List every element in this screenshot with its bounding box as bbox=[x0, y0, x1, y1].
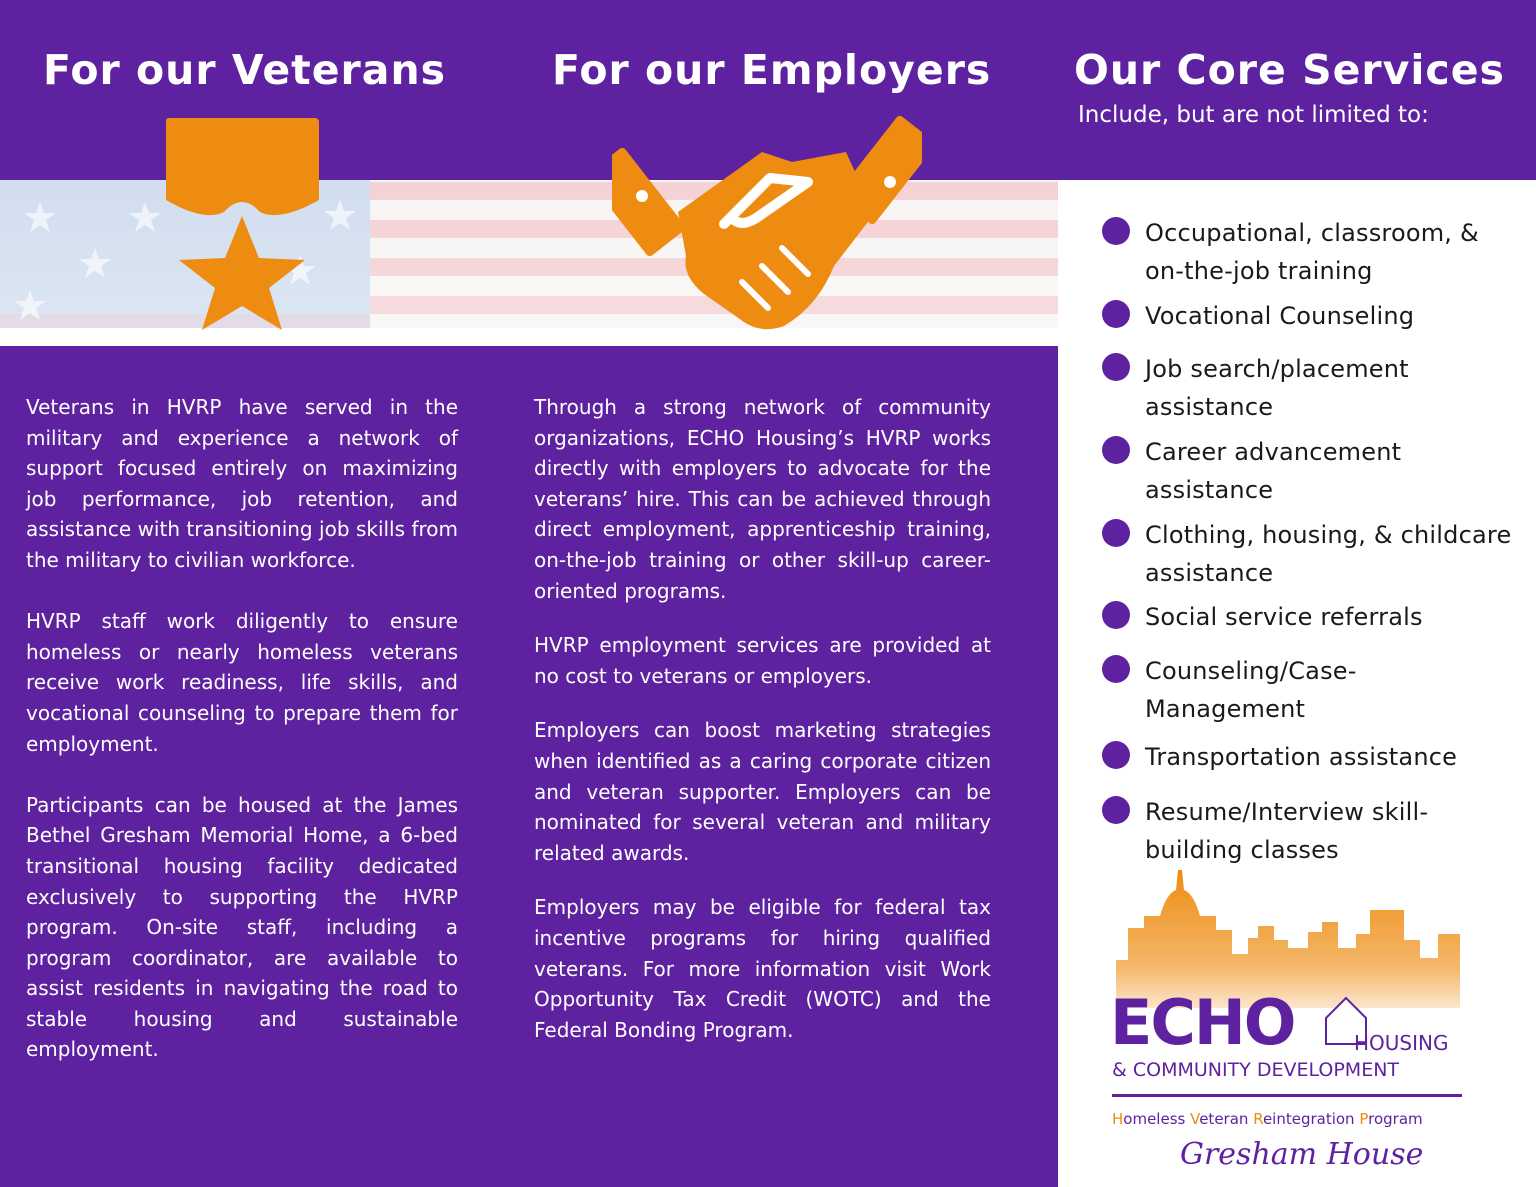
logo-house-name: Gresham House bbox=[1180, 1137, 1424, 1172]
bullet-icon bbox=[1102, 796, 1130, 824]
logo-community: & COMMUNITY DEVELOPMENT bbox=[1112, 1059, 1400, 1081]
service-item bbox=[1102, 598, 1512, 636]
service-label: Social service referrals bbox=[1145, 603, 1423, 631]
service-label: Clothing, housing, & childcare assistance bbox=[1145, 521, 1512, 587]
employers-paragraph: Employers may be eligible for federal tax incentive programs for hiring qualified veterans. For more information visit Work Opportunity Tax Credit (WOTC) and the Federal Bonding Program. bbox=[534, 895, 991, 1042]
medal-star-icon bbox=[160, 118, 325, 330]
veterans-paragraph: Participants can be housed at the James Bethel Gresham Memorial Home, a 6-bed transitional housing facility dedicated exclusively to supporting the HVRP program. On-site staff, including a program coordinator, are available to assist residents in navigating the road to stable housing and sustainable employment. bbox=[26, 792, 458, 1062]
employers-paragraph: Through a strong network of community organizations, ECHO Housing’s HVRP works directly with employers to advocate for the veterans’ hire. This can be achieved through direct employment, apprenticeship training, on-the-job training or other skill-up career-oriented programs. bbox=[534, 395, 991, 603]
service-item bbox=[1102, 652, 1512, 728]
employers-heading: For our Employers bbox=[552, 46, 992, 94]
veterans-paragraph: HVRP staff work diligently to ensure homeless or nearly homeless veterans receive work readiness, life skills, and vocational counseling to prepare them for employment. bbox=[26, 609, 458, 756]
service-item bbox=[1102, 738, 1512, 776]
service-item bbox=[1102, 350, 1512, 426]
service-item bbox=[1102, 433, 1512, 509]
handshake-icon bbox=[612, 116, 922, 332]
logo-brand: ECHO bbox=[1110, 986, 1295, 1059]
service-label: Career advancement assistance bbox=[1145, 438, 1402, 504]
service-item bbox=[1102, 297, 1512, 335]
employers-paragraph: Employers can boost marketing strategies when identified as a caring corporate citizen and veteran supporter. Employers can be nominated for several veteran and military related awards. bbox=[534, 718, 991, 865]
bullet-icon bbox=[1102, 300, 1130, 328]
service-item bbox=[1102, 793, 1512, 869]
service-label: Resume/Interview skill-building classes bbox=[1145, 798, 1429, 864]
echo-logo bbox=[1108, 868, 1468, 1178]
bullet-icon bbox=[1102, 353, 1130, 381]
service-label: Counseling/Case-Management bbox=[1145, 657, 1357, 723]
service-label: Occupational, classroom, & on-the-job training bbox=[1145, 219, 1479, 285]
veterans-paragraph: Veterans in HVRP have served in the military and experience a network of support focused entirely on maximizing job performance, job retention, and assistance with transitioning job skills from the military to civilian workforce. bbox=[26, 395, 458, 572]
bullet-icon bbox=[1102, 655, 1130, 683]
employers-text bbox=[534, 392, 991, 1069]
service-item bbox=[1102, 214, 1512, 290]
employers-paragraph: HVRP employment services are provided at no cost to veterans or employers. bbox=[534, 633, 991, 688]
services-heading: Our Core Services bbox=[1074, 46, 1505, 94]
bullet-icon bbox=[1102, 519, 1130, 547]
services-subheading: Include, but are not limited to: bbox=[1078, 102, 1429, 128]
service-label: Job search/placement assistance bbox=[1145, 355, 1409, 421]
bullet-icon bbox=[1102, 217, 1130, 245]
bullet-icon bbox=[1102, 601, 1130, 629]
veterans-heading: For our Veterans bbox=[43, 46, 447, 94]
logo-program: Homeless Veteran Reintegration Program bbox=[1112, 1110, 1423, 1128]
bullet-icon bbox=[1102, 741, 1130, 769]
service-label: Vocational Counseling bbox=[1145, 302, 1415, 330]
service-item bbox=[1102, 516, 1512, 592]
service-label: Transportation assistance bbox=[1145, 743, 1458, 771]
veterans-text bbox=[26, 392, 458, 1096]
bullet-icon bbox=[1102, 436, 1130, 464]
logo-housing: HOUSING bbox=[1354, 1031, 1449, 1055]
